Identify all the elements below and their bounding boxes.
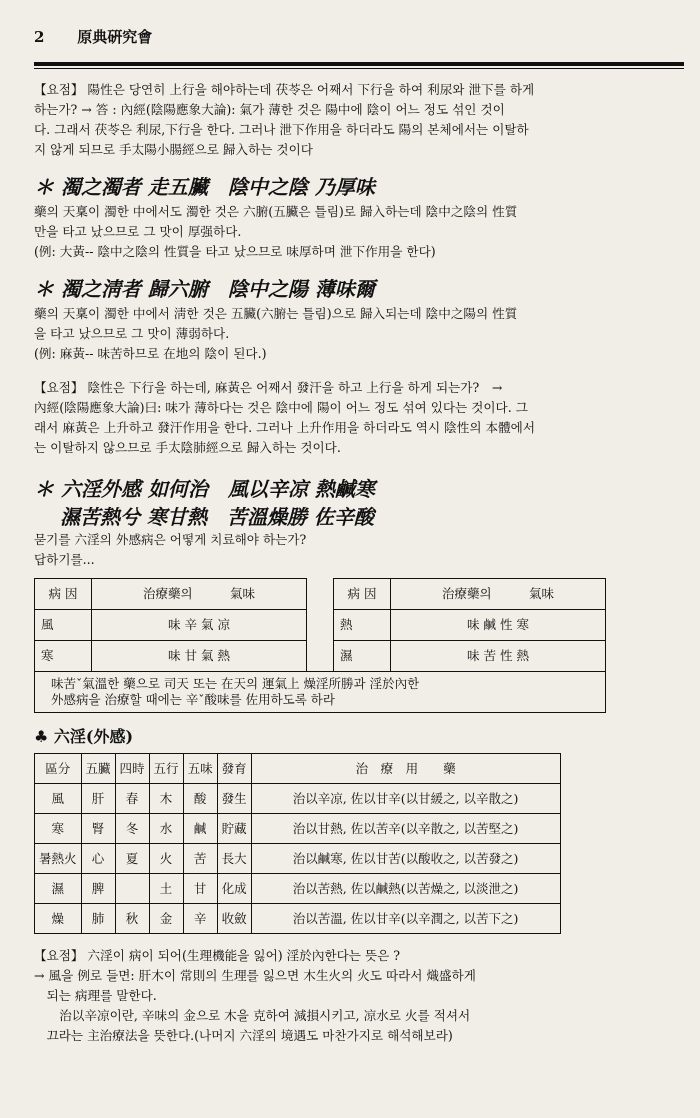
text-line: → 風을 例로 들면: 肝木이 常則의 生理를 잃으면 木生火의 火도 따라서 熾盛하게	[34, 968, 476, 983]
table-header-row	[35, 579, 606, 610]
table-cell: 治以甘熱, 佐以苦辛(以辛散之, 以苦堅之)	[251, 814, 560, 844]
section-heading-3: ＊ 六淫外感 如何治 風以辛凉 熱鹹寒	[34, 477, 375, 501]
section-heading-3-line-2: 濕苦熱兮 寒甘熱 苦溫燥勝 佐辛酸	[60, 505, 374, 529]
table-cell: 濕	[35, 874, 82, 904]
table-cell: 味 甘 氣 熱	[92, 641, 307, 672]
table-spacer	[306, 641, 333, 672]
table-cell: 腎	[81, 814, 115, 844]
table-cell: 火	[149, 844, 183, 874]
table-cell: 治以苦溫, 佐以甘辛(以辛潤之, 以苦下之)	[251, 904, 560, 934]
header-rule-thick	[34, 62, 684, 66]
text-line: 묻기를 六淫의 外感病은 어떻게 치료해야 하는가?	[34, 532, 307, 547]
text-line: 하는가? → 答 : 內經(陰陽應象大論): 氣가 薄한 것은 陽中에 陰이 어느 정도 섞인 것이	[34, 102, 505, 117]
table-cell: 味 鹹 性 寒	[390, 610, 605, 641]
text-line: (例: 大黃-- 陰中之陰의 性質을 타고 났으므로 味厚하며 泄下作用을 한다)	[34, 244, 436, 259]
text-line: 藥의 天稟이 濁한 中에서 淸한 것은 五臟(六腑는 틀림)으로 歸入되는데 陰中之陽의 性質	[34, 306, 518, 321]
intro-paragraph	[34, 80, 674, 160]
table-cell: 暑熱火	[35, 844, 82, 874]
text-line: 【요점】 陰性은 下行을 하는데, 麻黃은 어째서 發汗을 하고 上行을 하게 되는가? →	[34, 380, 503, 395]
table-header: 發育	[217, 754, 251, 784]
table-cell: 肝	[81, 784, 115, 814]
page-body	[34, 80, 674, 1046]
table-cell: 肺	[81, 904, 115, 934]
table-cell: 金	[149, 904, 183, 934]
text-line: 【요점】 六淫이 病이 되어(生理機能을 잃어) 淫於內한다는 뜻은 ?	[34, 948, 401, 963]
table-header: 病 因	[333, 579, 390, 610]
text-line: 味苦ˇ氣溫한 藥으로 司天 또는 在天의 運氣上 燥淫所勝과 淫於內한	[51, 676, 420, 691]
table-cell: 貯藏	[217, 814, 251, 844]
table-row	[35, 784, 561, 814]
table-note	[35, 672, 606, 713]
table-cell: 冬	[115, 814, 149, 844]
text-line: 는 이탈하지 않으므로 手太陰肺經으로 歸入하는 것이다.	[34, 440, 341, 455]
table-header: 治療藥의 氣味	[92, 579, 307, 610]
text-line: 되는 病理를 말한다.	[34, 988, 157, 1003]
text-line: 만을 타고 났으므로 그 맛이 厚强하다.	[34, 224, 242, 239]
table-header: 治 療 用 藥	[251, 754, 560, 784]
section-1-body	[34, 202, 674, 262]
table-row	[35, 814, 561, 844]
text-line: 끄라는 主治療法을 뜻한다.(나머지 六淫의 境遇도 마찬가지로 해석해보라)	[34, 1028, 453, 1043]
text-line: 을 타고 났으므로 그 맛이 薄弱하다.	[34, 326, 230, 341]
table-header-row	[35, 754, 561, 784]
table-spacer	[306, 579, 333, 610]
table-row	[35, 641, 606, 672]
text-line: 治以辛凉이란, 辛味의 金으로 木을 克하여 減損시키고, 凉水로 火를 적셔서	[34, 1008, 471, 1023]
table-cell: 土	[149, 874, 183, 904]
text-line: 답하기를...	[34, 552, 95, 567]
table-cell: 鹹	[183, 814, 217, 844]
table-cell: 秋	[115, 904, 149, 934]
table-header: 五臟	[81, 754, 115, 784]
six-evils-treatment-table	[34, 753, 561, 934]
text-line: 다. 그래서 茯苓은 利尿,下行을 한다. 그러나 泄下作用을 하더라도 陽의 본체에서는 이탈하	[34, 122, 529, 137]
table-cell: 味 苦 性 熱	[390, 641, 605, 672]
section-3-body	[34, 530, 674, 570]
table-cell: 寒	[35, 814, 82, 844]
table-cell: 風	[35, 784, 82, 814]
table-spacer	[306, 610, 333, 641]
section-heading-1: ＊ 濁之濁者 走五臟 陰中之陰 乃厚味	[34, 175, 375, 199]
table-cell: 化成	[217, 874, 251, 904]
text-line: 外感病을 治療할 때에는 辛ˇ酸味를 佐用하도록 하라	[51, 692, 335, 707]
table-cell: 心	[81, 844, 115, 874]
page-number: 2	[34, 28, 45, 46]
table-cell: 寒	[35, 641, 92, 672]
table-header: 四時	[115, 754, 149, 784]
table-cell: 木	[149, 784, 183, 814]
text-line: 래서 麻黃은 上升하고 發汗作用을 한다. 그러나 上升作用을 하더라도 역시 陰性의 本體에서	[34, 420, 536, 435]
six-evils-flavor-table	[34, 578, 606, 713]
table-cell: 苦	[183, 844, 217, 874]
table-cell: 收斂	[217, 904, 251, 934]
table-cell: 春	[115, 784, 149, 814]
table-cell: 治以辛凉, 佐以甘辛(以甘緩之, 以辛散之)	[251, 784, 560, 814]
table-note-row	[35, 672, 606, 713]
table-header: 治療藥의 氣味	[390, 579, 605, 610]
table-row	[35, 610, 606, 641]
table-cell: 發生	[217, 784, 251, 814]
table-cell: 熱	[333, 610, 390, 641]
table-header: 五行	[149, 754, 183, 784]
six-evils-title: ♣ 六淫(外感)	[34, 727, 134, 746]
header-rule-thin	[34, 68, 684, 69]
table-cell: 夏	[115, 844, 149, 874]
text-line: 지 않게 되므로 手太陽小腸經으로 歸入하는 것이다	[34, 142, 313, 157]
table-cell: 長大	[217, 844, 251, 874]
table-cell: 脾	[81, 874, 115, 904]
table-row	[35, 844, 561, 874]
text-line: (例: 麻黃-- 味苦하므로 在地의 陰이 된다.)	[34, 346, 267, 361]
text-line: 藥의 天稟이 濁한 中에서도 濁한 것은 六腑(五臟은 틀림)로 歸入하는데 陰中之陰의 性質	[34, 204, 518, 219]
table-header: 區分	[35, 754, 82, 784]
table-cell	[115, 874, 149, 904]
final-note	[34, 946, 674, 1046]
table-cell: 辛	[183, 904, 217, 934]
table-header: 病 因	[35, 579, 92, 610]
table-row	[35, 874, 561, 904]
table-row	[35, 904, 561, 934]
text-line: 【요점】 陽性은 당연히 上行을 해야하는데 茯苓은 어째서 下行을 하여 利尿와 泄下를 하게	[34, 82, 535, 97]
table-cell: 濕	[333, 641, 390, 672]
table-header: 五味	[183, 754, 217, 784]
table-cell: 水	[149, 814, 183, 844]
table-cell: 燥	[35, 904, 82, 934]
section-2-body	[34, 304, 674, 364]
table-cell: 味 辛 氣 凉	[92, 610, 307, 641]
section-2-note	[34, 378, 674, 458]
page-header	[34, 26, 152, 47]
table-cell: 風	[35, 610, 92, 641]
table-cell: 酸	[183, 784, 217, 814]
text-line: 內經(陰陽應象大論)曰: 味가 薄하다는 것은 陰中에 陽이 어느 정도 섞여 있다는 것이다. 그	[34, 400, 528, 415]
table-cell: 治以苦熱, 佐以鹹熱(以苦燥之, 以淡泄之)	[251, 874, 560, 904]
table-cell: 治以鹹寒, 佐以甘苦(以酸收之, 以苦發之)	[251, 844, 560, 874]
running-title: 原典硏究會	[77, 28, 153, 46]
section-heading-2: ＊ 濁之淸者 歸六腑 陰中之陽 薄味爾	[34, 277, 375, 301]
table-cell: 甘	[183, 874, 217, 904]
